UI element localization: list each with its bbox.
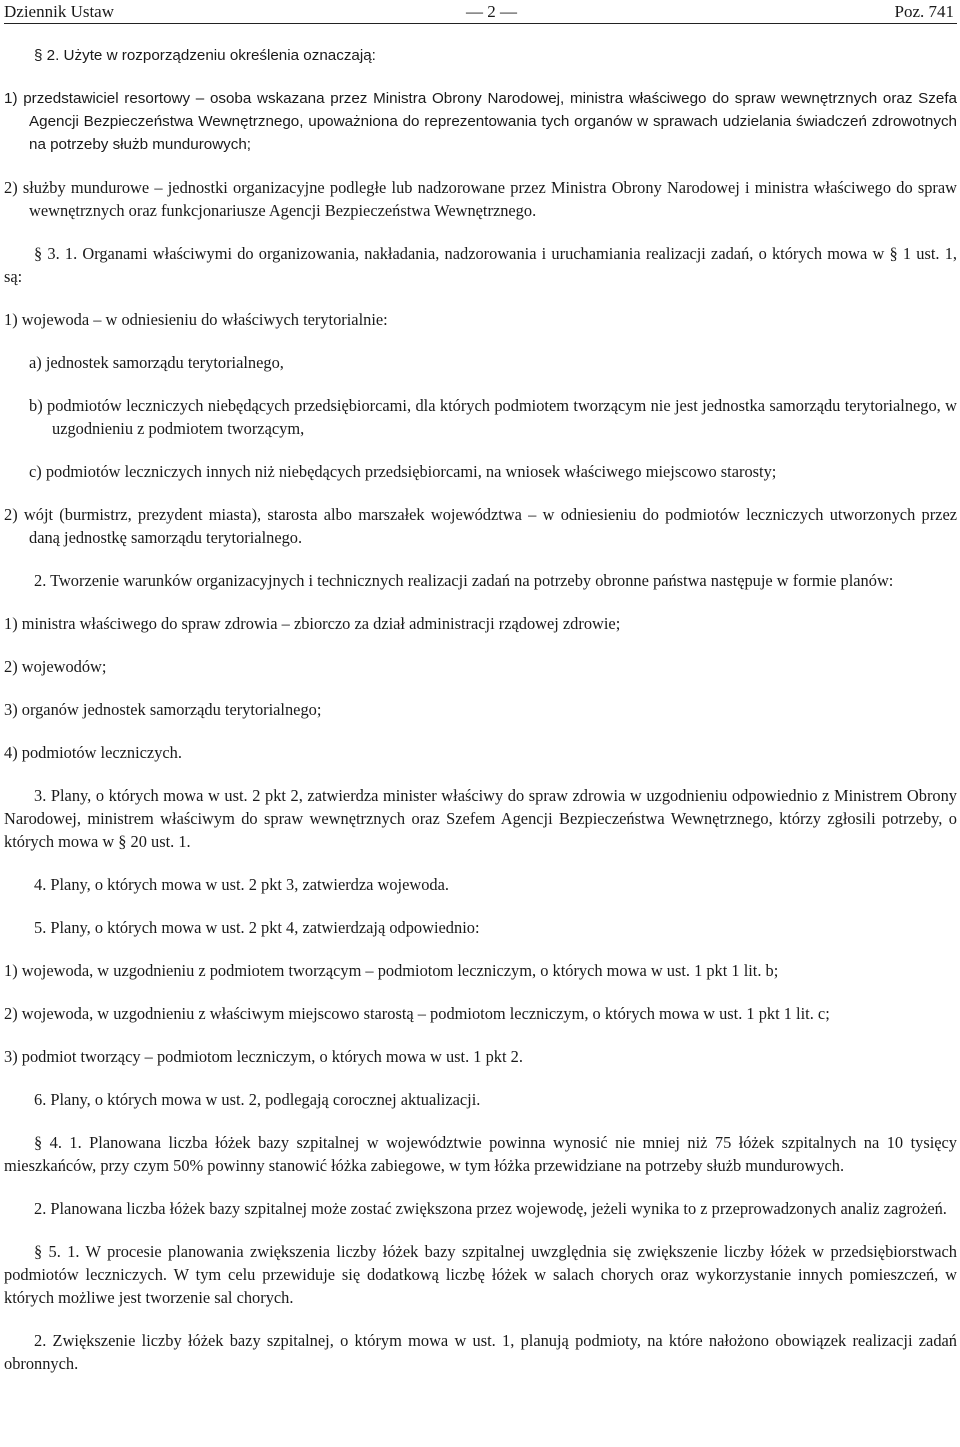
section-3-letter-a: a) jednostek samorządu terytorialnego, — [29, 353, 284, 372]
section-3-par-6: 6. Plany, o których mowa w ust. 2, podlegają corocznej aktualizacji. — [34, 1090, 481, 1109]
section-3-point-2: 2) wójt (burmistrz, prezydent miasta), starosta albo marszałek województwa – w odniesieniu do podmiotów leczniczych utworzonych przez daną jednostkę samorządu terytorialnego. — [4, 505, 957, 547]
plan-item-4: 4) podmiotów leczniczych. — [4, 743, 182, 762]
plan-item-1: 1) ministra właściwego do spraw zdrowia – zbiorczo za dział administracji rządowej zdrowie; — [4, 614, 621, 633]
section-5-par-1: § 5. 1. W procesie planowania zwiększenia liczby łóżek bazy szpitalnej uwzględnia się zwiększenie liczby łóżek w przedsiębiorstwach podmiotów leczniczych. W tym celu przewiduje się dodatkową liczbę łóżek w salach chorych oraz wykorzystanie innych pomieszczeń, w których możliwe jest tworzenie sal chorych. — [4, 1242, 957, 1307]
approval-item-3: 3) podmiot tworzący – podmiotom leczniczym, o których mowa w ust. 1 pkt 2. — [4, 1047, 523, 1066]
section-4-par-1: § 4. 1. Planowana liczba łóżek bazy szpitalnej w województwie powinna wynosić nie mniej niż 75 łóżek szpitalnych na 10 tysięcy mieszkańców, przy czym 50% powinny stanowić łóżka zabiegowe, w tym łóżka przewidziane na potrzeby służb mundurowych. — [4, 1133, 957, 1175]
section-3-point-1: 1) wojewoda – w odniesieniu do właściwych terytorialnie: — [4, 310, 388, 329]
journal-name: Dziennik Ustaw — [4, 2, 115, 21]
approval-item-1: 1) wojewoda, w uzgodnieniu z podmiotem tworzącym – podmiotom leczniczym, o których mowa w ust. 1 pkt 1 lit. b; — [4, 961, 779, 980]
section-4-par-2: 2. Planowana liczba łóżek bazy szpitalnej może zostać zwiększona przez wojewodę, jeżeli wynika to z przeprowadzonych analiz zagrożeń. — [34, 1199, 947, 1218]
section-5-par-2: 2. Zwiększenie liczby łóżek bazy szpitalnej, o którym mowa w ust. 1, planują podmioty, na które nałożono obowiązek realizacji zadań obronnych. — [4, 1331, 957, 1373]
position-number: Poz. 741 — [894, 2, 954, 21]
section-3-letter-b: b) podmiotów leczniczych niebędących przedsiębiorcami, dla których podmiotem tworzącym nie jest jednostka samorządu terytorialnego, w uzgodnieniu z podmiotem tworzącym, — [29, 396, 957, 438]
section-3-par-2: 2. Tworzenie warunków organizacyjnych i technicznych realizacji zadań na potrzeby obronne państwa następuje w formie planów: — [34, 571, 894, 590]
document-body — [4, 44, 957, 1375]
section-3-par-3: 3. Plany, o których mowa w ust. 2 pkt 2, zatwierdza minister właściwy do spraw zdrowia w uzgodnieniu odpowiednio z Ministrem Obrony Narodowej, ministrem właściwym do spraw wewnętrznych oraz Szefem Agencji Bezpieczeństwa Wewnętrznego, którzy zgłosili potrzeby, o których mowa w § 20 ust. 1. — [4, 786, 957, 851]
page-number: — 2 — — [466, 2, 517, 21]
plan-item-3: 3) organów jednostek samorządu terytorialnego; — [4, 700, 322, 719]
section-3-letter-c: c) podmiotów leczniczych innych niż niebędących przedsiębiorcami, na wniosek właściwego miejscowo starosty; — [29, 462, 777, 481]
definition-1: 1) przedstawiciel resortowy – osoba wskazana przez Ministra Obrony Narodowej, ministra właściwego do spraw wewnętrznych oraz Szefa Agencji Bezpieczeństwa Wewnętrznego, upoważniona do reprezentowania tych organów w sprawach udzielania świadczeń zdrowotnych na potrzeby służb mundurowych; — [4, 90, 957, 153]
section-3-par-4: 4. Plany, o których mowa w ust. 2 pkt 3, zatwierdza wojewoda. — [34, 875, 449, 894]
section-2-intro: § 2. Użyte w rozporządzeniu określenia oznaczają: — [34, 47, 376, 64]
plan-item-2: 2) wojewodów; — [4, 657, 107, 676]
header-rule — [4, 23, 957, 24]
running-header — [4, 0, 957, 24]
definition-2: 2) służby mundurowe – jednostki organizacyjne podległe lub nadzorowane przez Ministra Obrony Narodowej i ministra właściwego do spraw wewnętrznych oraz funkcjonariusze Agencji Bezpieczeństwa Wewnętrznego. — [4, 178, 957, 220]
section-3-par-1: § 3. 1. Organami właściwymi do organizowania, nakładania, nadzorowania i uruchamiania realizacji zadań, o których mowa w § 1 ust. 1, są: — [4, 244, 957, 286]
section-3-par-5: 5. Plany, o których mowa w ust. 2 pkt 4, zatwierdzają odpowiednio: — [34, 918, 480, 937]
approval-item-2: 2) wojewoda, w uzgodnieniu z właściwym miejscowo starostą – podmiotom leczniczym, o których mowa w ust. 1 pkt 1 lit. c; — [4, 1004, 830, 1023]
